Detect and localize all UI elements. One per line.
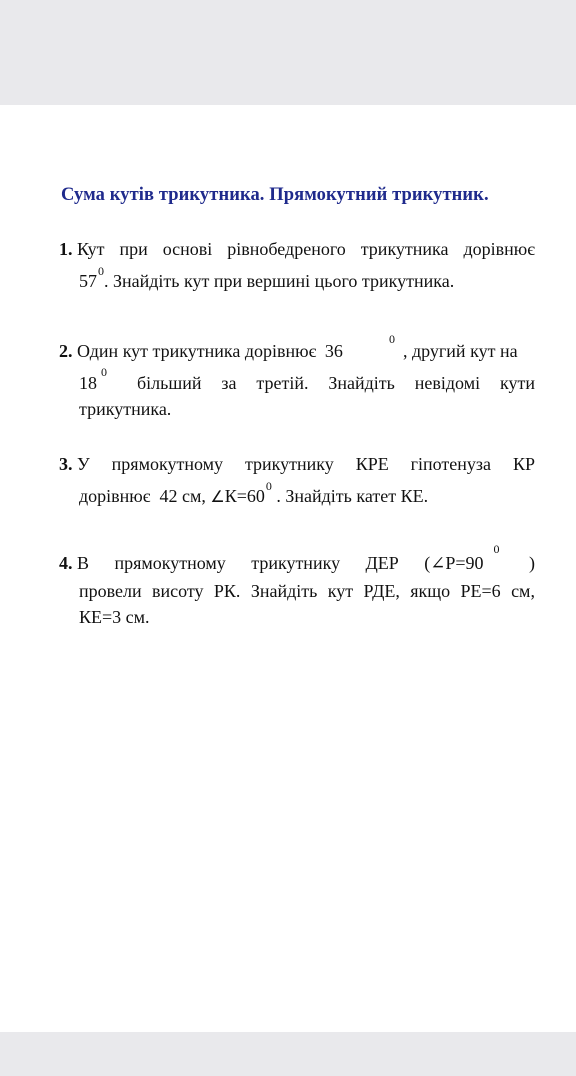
problem-3-number: 3. — [59, 454, 73, 474]
degree-mark: 0 — [493, 542, 500, 556]
degree-mark: 0 — [265, 479, 272, 493]
angle-symbol: ∠ — [210, 487, 225, 506]
problem-3 — [59, 450, 535, 510]
degree-mark: 0 — [101, 365, 107, 379]
problem-1-number: 1. — [59, 239, 73, 259]
problem-3-line-1: 3. У прямокутному трикутнику КРЕ гіпотенуза КР — [59, 454, 535, 474]
problem-4-number: 4. — [59, 553, 73, 573]
problem-2-line-1: 2. Один кут трикутника дорівнює 36 0 , другий кут на — [59, 332, 518, 361]
degree-mark: 0 — [389, 332, 395, 346]
problem-3-line-2: дорівнює 42 см, $\angle К=60^0$ . Знайдіть катет КЕ. — [79, 479, 429, 506]
problem-4-line-1: 4. В прямокутному трикутнику ДЕР (∠Р=90 0 ) — [59, 542, 535, 573]
problem-2-line-2: 18 0 більший за третій. Знайдіть невідомі кути — [79, 365, 535, 393]
problem-4-line-2: провели висоту РК. Знайдіть кут РДЕ, якщо РЕ=6 см, — [79, 581, 535, 601]
problem-2-value-1: 36 — [324, 341, 343, 361]
problem-2-value-2: 18 — [79, 373, 97, 393]
problem-1 — [59, 235, 535, 295]
problem-1-line-2: $57^0$. Знайдіть кут при вершині цього трикутника. — [79, 264, 455, 291]
problem-2-number: 2. — [59, 341, 73, 361]
degree-mark: 0 — [98, 264, 104, 278]
problem-4-line-3: КЕ=3 см. — [79, 607, 150, 627]
problem-2-line-3: трикутника. — [79, 399, 172, 419]
problem-1-value: 57 — [79, 271, 97, 291]
document-title: Сума кутів трикутника. Прямокутний трикутник. — [61, 185, 489, 205]
problem-2 — [59, 332, 535, 423]
problem-1-line-1: 1. Кут при основі рівнобедреного трикутника дорівнює — [59, 239, 535, 259]
problem-4 — [59, 542, 535, 631]
